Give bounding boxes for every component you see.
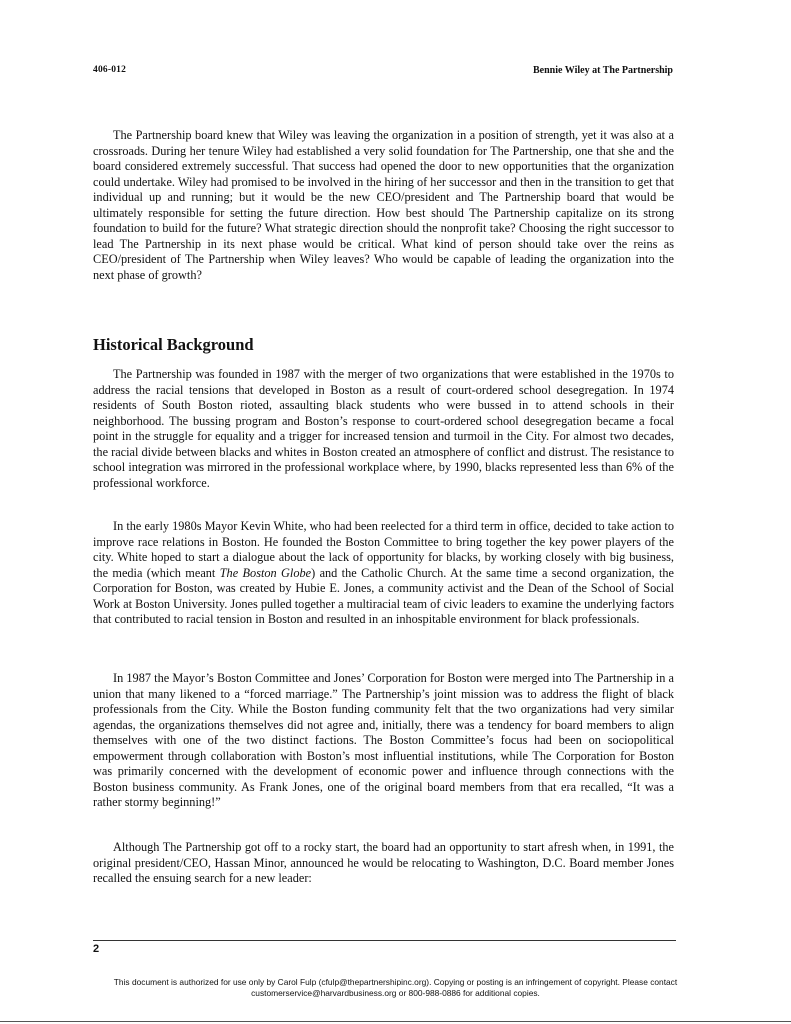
page-bottom-edge	[0, 1021, 791, 1022]
copyright-notice-line: customerservice@harvardbusiness.org or 800-988-0886 for additional copies.	[251, 988, 540, 998]
paragraph-merger: In 1987 the Mayor’s Boston Committee and Jones’ Corporation for Boston were merged into The Partnership in a union that many likened to a “forced marriage.” The Partnership’s joint mission was to address the flight of black professionals from the City. While the Boston funding community felt that the two organizations had very similar agendas, the organizations themselves did not agree and, initially, there was a tendency for board members to align themselves with one of the two distinct factions. The Boston Committee’s focus had been on sociopolitical empowerment through collaboration with Boston’s most influential institutions, while The Corporation for Boston was primarily concerned with the development of economic power and influence through connections with the Boston business community. As Frank Jones, one of the original board members from that era recalled, “It was a rather stormy beginning!”	[93, 671, 674, 809]
paragraph-founding: The Partnership was founded in 1987 with the merger of two organizations that were established in the 1970s to address the racial tensions that developed in Boston as a result of court-ordered school desegregation. In 1974 residents of South Boston rioted, assaulting black students who were bussed in to attend schools in their neighborhood. The bussing program and Boston’s response to court-ordered school desegregation became a focal point in the struggle for equality and a trigger for increased tension and turmoil in the City. For almost two decades, the racial divide between blacks and whites in Boston created an atmosphere of conflict and distrust. The resistance to school integration was mirrored in the professional workplace where, by 1990, blacks represented less than 6% of the professional workforce.	[93, 367, 674, 490]
paragraph-new-leader: Although The Partnership got off to a rocky start, the board had an opportunity to start afresh when, in 1991, the original president/CEO, Hassan Minor, announced he would be relocating to Washington, D.C. Board member Jones recalled the ensuing search for a new leader:	[93, 840, 674, 885]
paragraph-text: In the early 1980s Mayor Kevin White, who had been reelected for a third term in office, decided to take action to improve race relations in Boston. He founded the Boston Committee to bring together the key power players of the city. White hoped to start a dialogue about the lack of opportunity for blacks, by working closely with big business, the media (which meant	[93, 519, 674, 580]
document-code: 406-012	[93, 65, 127, 75]
footer-divider	[93, 940, 676, 941]
paragraph-mayor-white	[93, 519, 674, 628]
copyright-notice-line: This document is authorized for use only by Carol Fulp (cfulp@thepartnershipinc.org). Copying or posting is an infringement of copyright. Please contact	[113, 977, 678, 987]
intro-paragraph: The Partnership board knew that Wiley was leaving the organization in a position of strength, yet it was also at a crossroads. During her tenure Wiley had established a very solid foundation for The Partnership, one that she and the board considered extremely successful. That success had opened the door to new opportunities that the organization could undertake. Wiley had promised to be involved in the hiring of her successor and then in the transition to get that individual up and running; but it would be the new CEO/president and The Partnership board that would be ultimately responsible for setting the future direction. How best should The Partnership capitalize on its strong foundation to build for the future? What strategic direction should the nonprofit take? Choosing the right successor to lead The Partnership in its next phase would be critical. What kind of person should take over the reins as CEO/president of The Partnership when Wiley leaves? Who would be capable of leading the organization into the next phase of growth?	[93, 128, 674, 282]
page-number: 2	[93, 943, 100, 955]
copyright-notice	[80, 977, 711, 999]
paragraph-text: ) and the Catholic Church. At the same time a second organization, the Corporation for Boston, was created by Hubie E. Jones, a community activist and the Dean of the School of Social Work at Boston University. Jones pulled together a multiracial team of civic leaders to examine the underlying factors that contributed to racial tension in Boston and resulted in an inhospitable environment for black professionals.	[93, 565, 674, 626]
publication-title: The Boston Globe	[219, 565, 312, 580]
running-header-title: Bennie Wiley at The Partnership	[532, 65, 673, 76]
section-heading: Historical Background	[93, 335, 254, 354]
